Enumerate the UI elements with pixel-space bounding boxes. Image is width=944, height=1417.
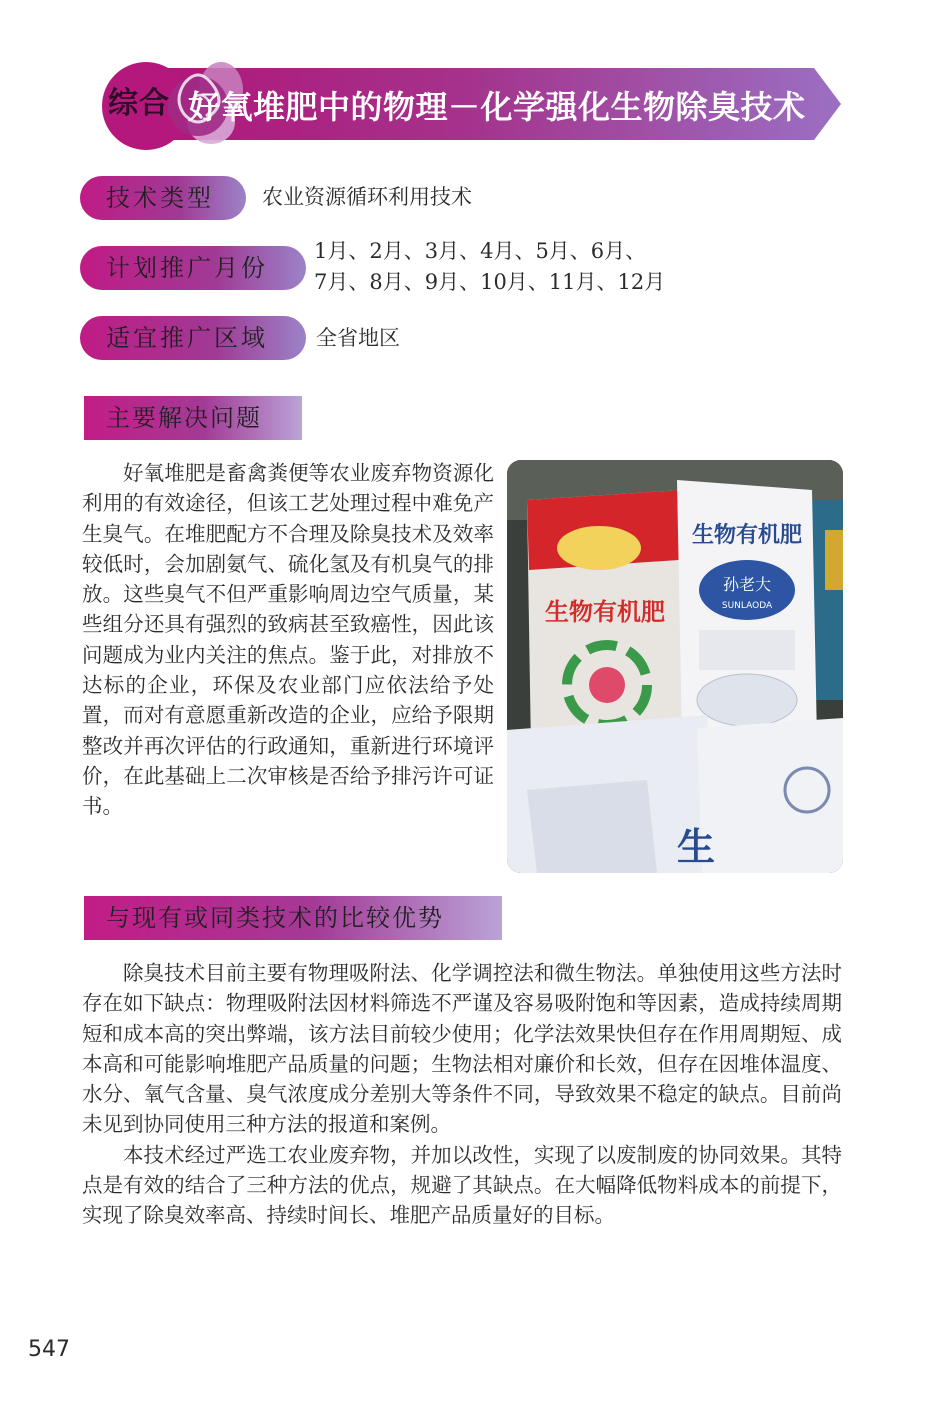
- info-value-months-line2: 7月、8月、9月、10月、11月、12月: [314, 270, 666, 294]
- info-label-months: 计划推广月份: [80, 246, 306, 290]
- problem-text: 好氧堆肥是畜禽粪便等农业废弃物资源化利用的有效途径，但该工艺处理过程中难免产生臭气。在堆肥配方不合理及除臭技术及效率较低时，会加剧氨气、硫化氢及有机臭气的排放。这些臭气不但严重影响周边空气质量，某些组分还具有强烈的致病甚至致癌性，因此该问题成为业内关注的焦点。鉴于此，对排放不达标的企业，环保及农业部门应依法给予处置，而对有意愿重新改造的企业，应给予限期整改并再次评估的行政通知，重新进行环境评价，在此基础上二次审核是否给予排污许可证书。: [82, 461, 494, 819]
- advantage-paragraphs: [82, 958, 842, 1231]
- bag-right-label: 生物有机肥: [691, 523, 803, 548]
- advantage-text-1: 除臭技术目前主要有物理吸附法、化学调控法和微生物法。单独使用这些方法时存在如下缺点：物理吸附法因材料筛选不严谨及容易吸附饱和等因素，造成持续周期短和成本高的突出弊端，该方法目前较少使用；化学法效果快但存在作用周期短、成本高和可能影响堆肥产品质量的问题；生物法相对廉价和长效，但存在因堆体温度、水分、氧气含量、臭气浓度成分差别大等条件不同，导致效果不稳定的缺点。目前尚未见到协同使用三种方法的报道和案例。: [82, 961, 842, 1137]
- bag-right-brand: 孙老大: [722, 575, 772, 594]
- fertilizer-bags-photo: [507, 460, 843, 873]
- page-number: 547: [28, 1337, 70, 1362]
- info-label-region: 适宜推广区域: [80, 316, 306, 360]
- header-banner: [96, 60, 841, 150]
- banner-label: 综合: [108, 86, 170, 121]
- problem-paragraph: [82, 458, 494, 822]
- section-title-advantage: 与现有或同类技术的比较优势: [84, 896, 502, 940]
- bag-right-brand-en: SUNLAODA: [721, 601, 773, 611]
- bag-left-label: 生物有机肥: [545, 598, 665, 626]
- info-label-tech-type: 技术类型: [80, 176, 246, 220]
- info-value-tech-type: 农业资源循环利用技术: [262, 185, 472, 209]
- info-value-region: 全省地区: [316, 326, 400, 350]
- info-value-months-line1: 1月、2月、3月、4月、5月、6月、: [314, 239, 647, 263]
- bag-bottom-label: 生: [677, 825, 716, 869]
- page-title: 好氧堆肥中的物理－化学强化生物除臭技术: [188, 88, 806, 126]
- advantage-text-2: 本技术经过严选工农业废弃物，并加以改性，实现了以废制废的协同效果。其特点是有效的结合了三种方法的优点，规避了其缺点。在大幅降低物料成本的前提下，实现了除臭效率高、持续时间长、堆肥产品质量好的目标。: [82, 1142, 842, 1228]
- section-title-problem: 主要解决问题: [84, 396, 302, 440]
- fertilizer-bags-illustration: [507, 460, 843, 873]
